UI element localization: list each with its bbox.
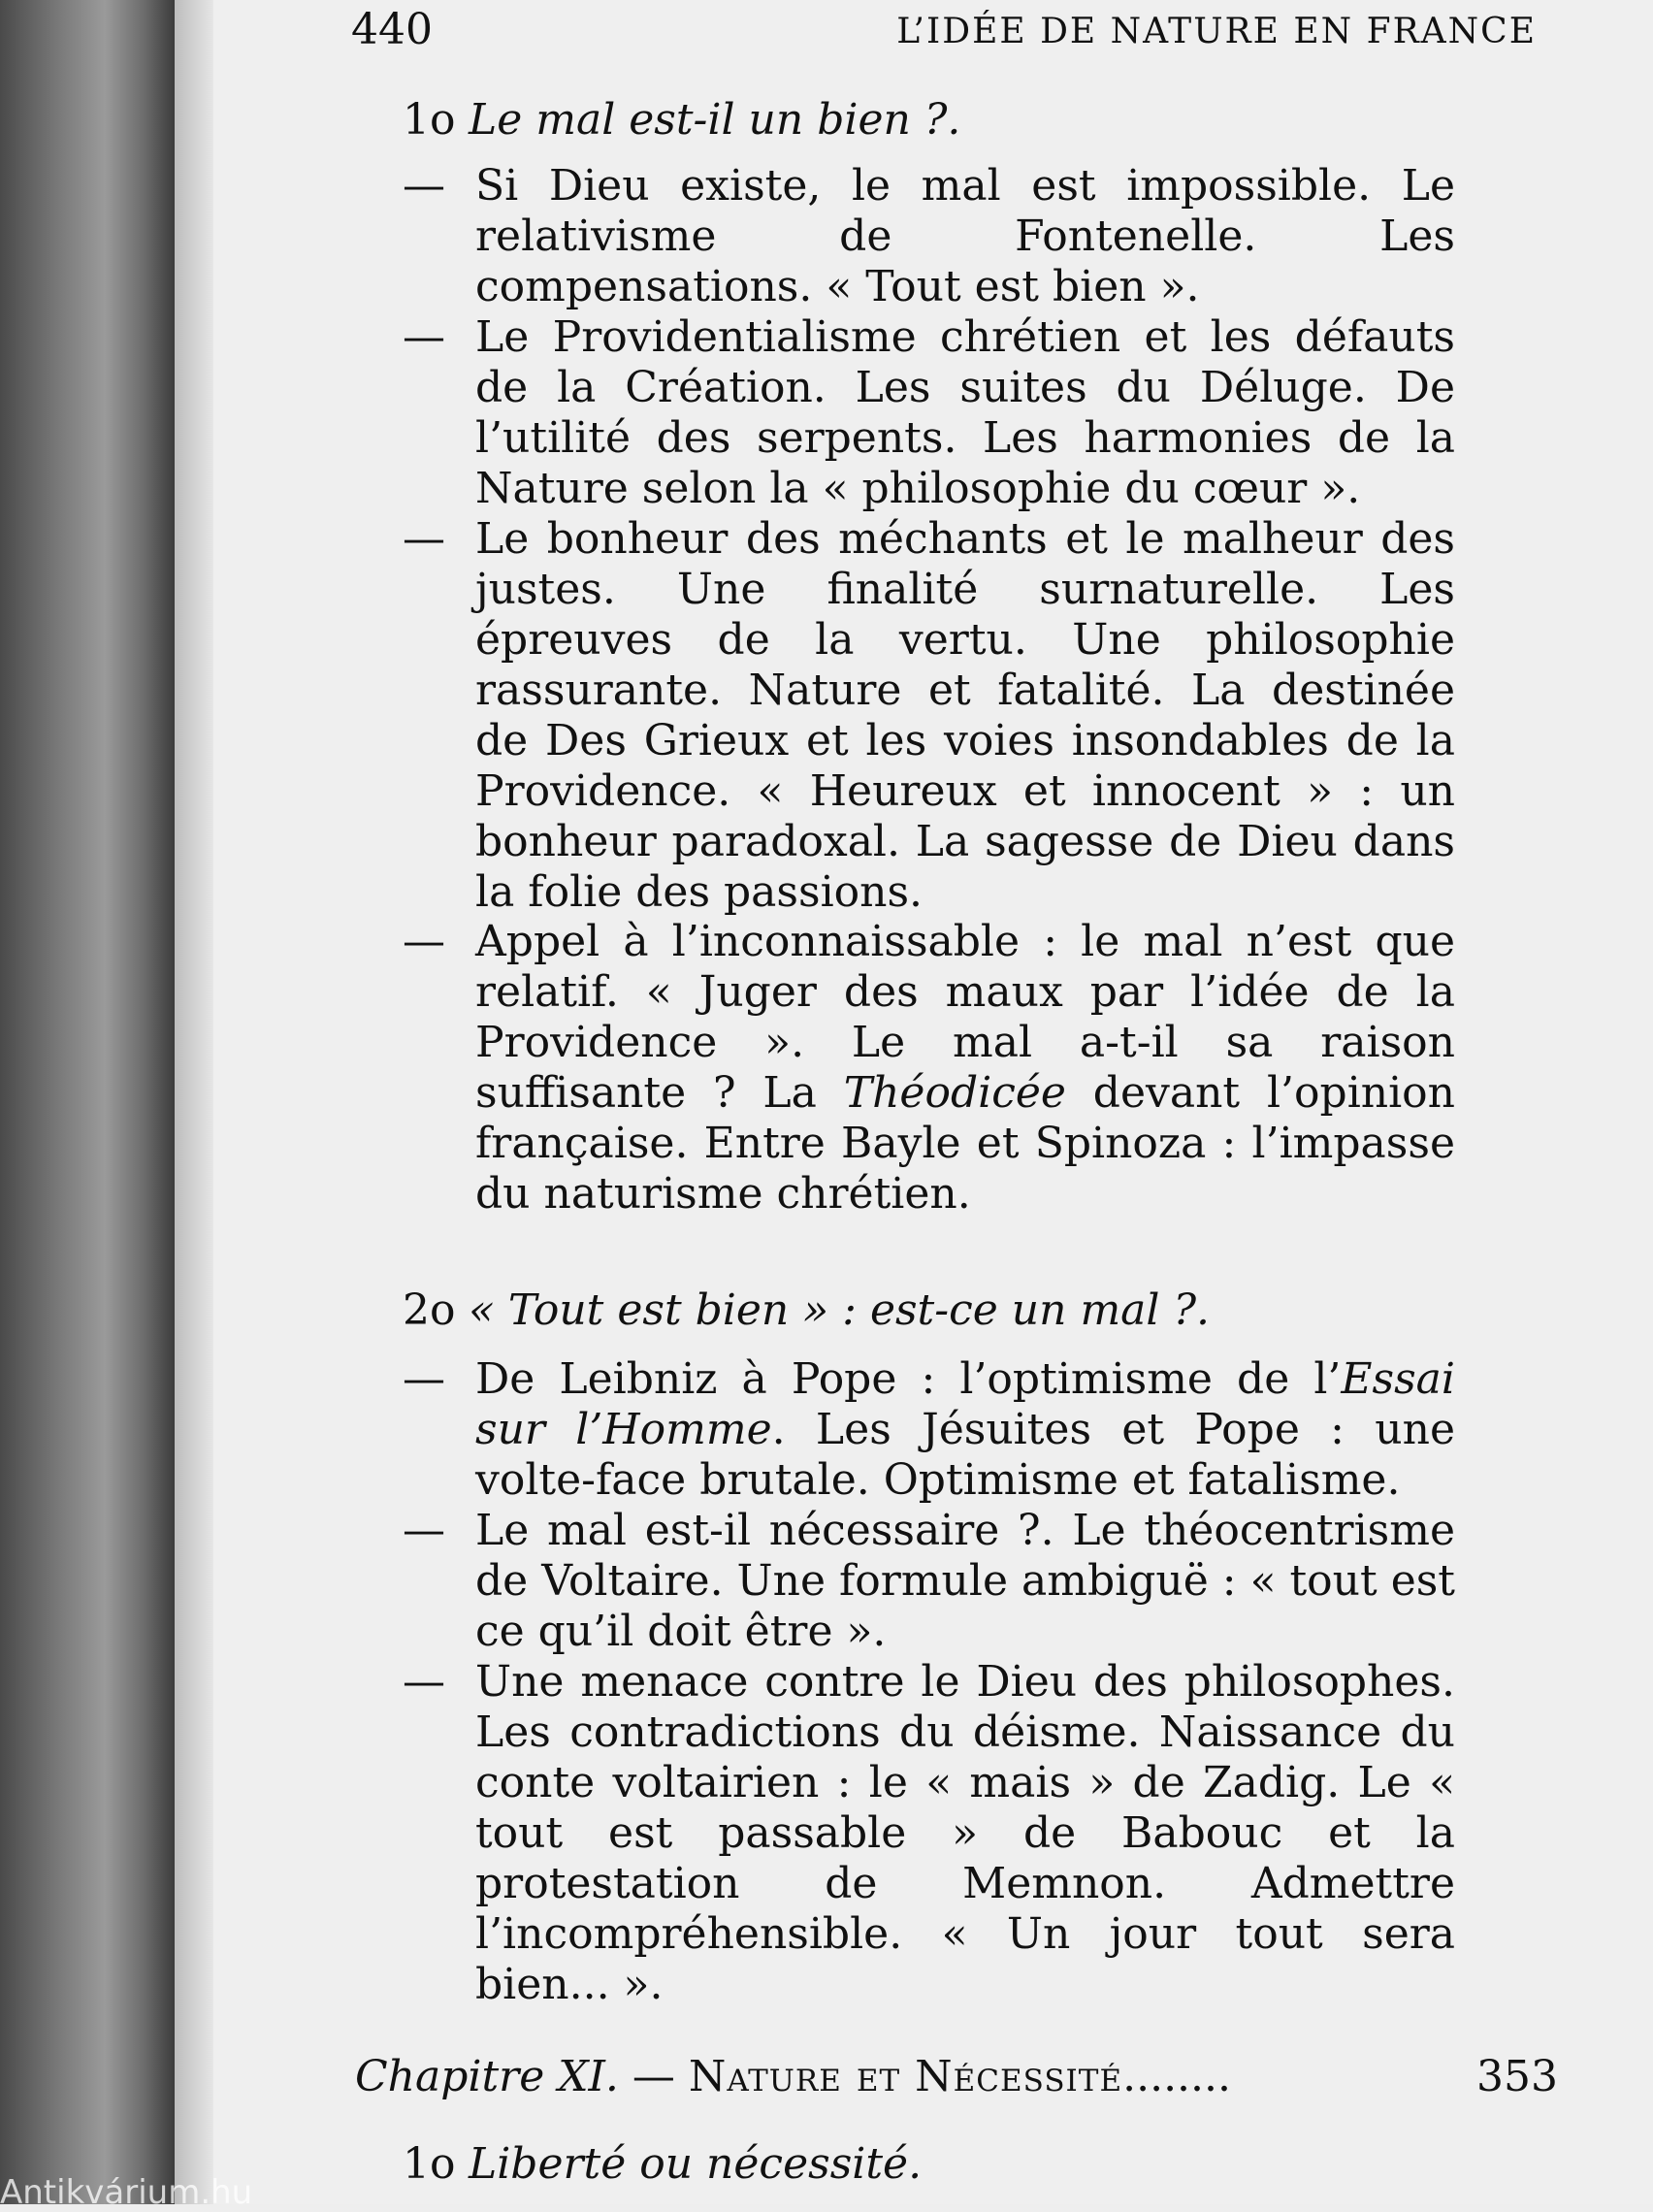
em-dash: —: [403, 1354, 445, 1404]
book-spine: [0, 0, 175, 2204]
entry-text: Le bonheur des méchants et le malheur des justes. Une finalité surnaturelle. Les épreuves de la vertu. Une philosophie rassurante. Nature et fatalité. La destinée de Des Grieux et les voies insondables de la Providence. « Heureux et innocent » : un bonheur paradoxal. La sagesse de Dieu dans la folie des passions.: [475, 514, 1455, 917]
chapter-title: Nature et Nécessité: [688, 2052, 1123, 2101]
chapter-label: Chapitre XI.: [355, 2052, 619, 2101]
page-gutter: [175, 0, 213, 2204]
toc-entry: [403, 1506, 1455, 1657]
em-dash: —: [403, 1657, 445, 1707]
section-title: Liberté ou nécessité.: [469, 2139, 923, 2189]
entry-text: Le Providentialisme chrétien et les défauts de la Création. Les suites du Déluge. De l’utilité des serpents. Les harmonies de la Nature selon la « philosophie du cœur ».: [475, 312, 1455, 513]
section-heading-1: [403, 95, 960, 145]
toc-entry: [403, 161, 1455, 312]
em-dash: —: [403, 1506, 445, 1555]
book-page: [213, 0, 1653, 2204]
em-dash: —: [403, 312, 445, 362]
running-head: L’IDÉE DE NATURE EN FRANCE: [896, 12, 1537, 51]
entry-text: Si Dieu existe, le mal est impossible. Le relativisme de Fontenelle. Les compensations. « Tout est bien ».: [475, 161, 1455, 311]
toc-entry: [403, 514, 1455, 918]
section-number: 1o: [403, 95, 456, 145]
section-title: Le mal est-il un bien ?.: [469, 95, 961, 145]
dot-leaders: ........: [1122, 2052, 1231, 2101]
chapter-page-number: 353: [1476, 2052, 1558, 2101]
page-number: 440: [351, 5, 433, 54]
section-number: 1o: [403, 2139, 456, 2189]
entry-text-part: De Leibniz à Pope : l’optimisme de l’: [475, 1354, 1342, 1404]
entry-text-part: devant l’opinion française. Entre Bayle et Spinoza : l’impasse du naturisme chrétien.: [475, 1068, 1455, 1219]
toc-entry: [403, 1657, 1455, 2010]
watermark: Antikvárium.hu: [0, 2173, 253, 2212]
section-title: « Tout est bien » : est-ce un mal ?.: [469, 1285, 1211, 1335]
chapter-separator: —: [632, 2052, 675, 2101]
entry-text-part: Appel à l’inconnaissable : le mal n’est que relatif. « Juger des maux par l’idée de la Providence ». Le mal a-t-il sa raison suffisante ? La: [475, 917, 1455, 1118]
book-title-italic: Essai sur l’Homme: [475, 1354, 1455, 1454]
toc-entry: [403, 312, 1455, 514]
em-dash: —: [403, 161, 445, 211]
toc-entry: [403, 917, 1455, 1220]
section-heading-2: [403, 1285, 1210, 1335]
toc-entry: [403, 1354, 1455, 1506]
entry-text: [475, 917, 1455, 1220]
em-dash: —: [403, 917, 445, 966]
entry-text: [475, 1354, 1455, 1506]
section-number: 2o: [403, 1285, 456, 1335]
entry-text: Le mal est-il nécessaire ?. Le théocentrisme de Voltaire. Une formule ambiguë : « tout est ce qu’il doit être ».: [475, 1506, 1455, 1656]
em-dash: —: [403, 514, 445, 564]
chapter-line: [355, 2052, 1558, 2110]
book-title-italic: Théodicée: [843, 1068, 1066, 1118]
chapter-heading: [355, 2052, 1231, 2101]
section-heading-3: [403, 2139, 922, 2189]
entry-text-part: . Les Jésuites et Pope : une volte-face brutale. Optimisme et fatalisme.: [475, 1405, 1455, 1505]
entry-text: Une menace contre le Dieu des philosophes. Les contradictions du déisme. Naissance du conte voltairien : le « mais » de Zadig. Le « tout est passable » de Babouc et la protestation de Memnon. Admettre l’incompréhensible. « Un jour tout sera bien... ».: [475, 1657, 1455, 2009]
